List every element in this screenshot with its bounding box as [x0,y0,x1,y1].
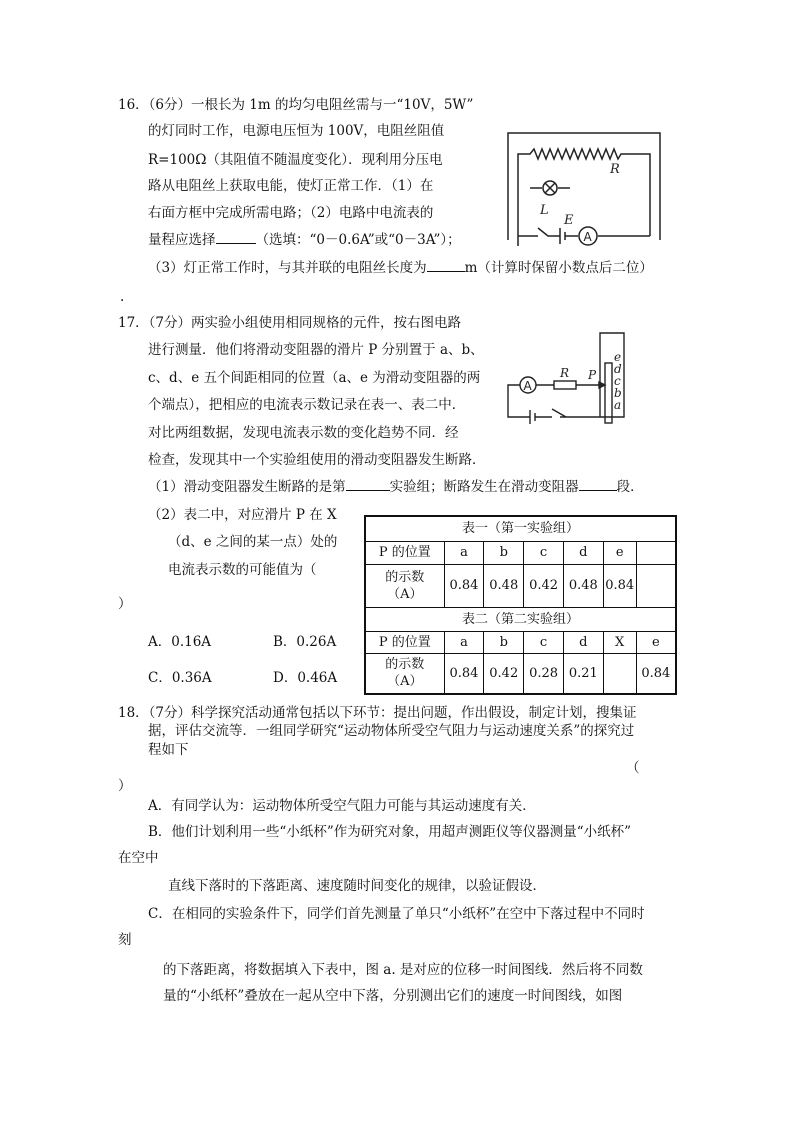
q17-line-6: 检查，发现其中一个实验组使用的滑动变阻器发生断路． [148,452,486,468]
label-d: d [614,362,622,376]
q17-line-8: （2）表二中，对应滑片 P 在 X [148,507,337,523]
q18-paren-open: （ [626,760,640,776]
q17-line-7 [148,478,644,496]
q17-line-2: 进行测量．他们将滑动变阻器的滑片 P 分别置于 a、b、 [148,342,484,358]
table2-pos: c [524,631,564,653]
label-L: L [540,203,549,218]
table2-pos: a [444,631,484,653]
q17-line-10: 电流表示数的可能值为（ [168,562,317,578]
table2-val [603,653,636,694]
ammeter-label: A [523,379,532,393]
answer-blank-group[interactable] [346,478,390,491]
q17-line-1: 17．（7分）两实验小组使用相同规格的元件，按右图电路 [118,315,462,331]
answer-blank-segment[interactable] [579,478,617,491]
label-R: R [560,366,570,380]
table2-val: 0.84 [444,653,484,694]
q16-line-6 [148,231,461,249]
table2-val: 0.84 [636,653,676,694]
table1-pos: e [603,541,636,564]
q16-dot: . [120,289,125,305]
option-c[interactable]: C．0.36A [148,670,212,686]
label-e: e [614,350,622,364]
table1-pos-label: P 的位置 [365,541,444,564]
q17-part1-mid: 实验组；断路发生在滑动变阻器 [389,479,579,495]
q18-line-1: 18．（7分）科学探究活动通常包括以下环节：提出问题，作出假设，制定计划，搜集证 [118,705,637,721]
table1-val: 0.48 [484,564,524,607]
table2-pos: e [636,631,676,653]
table1-val: 0.84 [444,564,484,607]
label-text: 的示数 [385,569,425,585]
q17-line-9: （d、e 之间的某一点）处的 [168,534,338,550]
table2-pos: X [603,631,636,653]
q18-paren-close: ） [118,778,132,794]
q17-line-5: 对比两组数据，发现电流表示数的变化趋势不同．经 [148,425,459,441]
q16-line-6-tail: （选填：“0－0.6A”或“0－3A”）； [255,232,461,248]
circuit-diagram-q17 [500,325,635,440]
label-R: R [610,162,620,177]
table1-val: 0.48 [563,564,603,607]
q18-step-c: C．在相同的实验条件下，同学们首先测量了单只“小纸杯”在空中下落过程中不同时 [148,906,645,922]
table2-position-row [365,631,676,653]
table2-value-row [365,653,676,694]
q17-part1-text: （1）滑动变阻器发生断路的是第 [148,479,346,495]
q16-line-7-tail: m（计算时保留小数点后二位） [464,260,653,276]
answer-blank-range[interactable] [216,231,256,244]
q18-line-2: 据，评估交流等．一组同学研究“运动物体所受空气阻力与运动速度关系”的探究过 [148,723,635,739]
answer-blank-length[interactable] [427,259,465,272]
ammeter-label: A [583,230,592,244]
table2-title: 表二（第二实验组） [365,607,676,631]
q16-line-6-text: 量程应选择 [148,232,216,248]
label-b: b [614,386,622,400]
table1-pos [636,541,676,564]
resistor-R [554,381,576,389]
q18-step-b-cont2: 直线下落时的下落距离、速度随时间变化的规律，以验证假设． [168,878,546,894]
table2-val: 0.21 [563,653,603,694]
table1-val [636,564,676,607]
table1-value-row [365,564,676,607]
q18-step-c-cont3: 量的“小纸杯”叠放在一起从空中下落，分别测出它们的速度一时间图线，如图 [163,988,623,1004]
label-unit: （A） [387,674,423,690]
q17-line-11: ） [118,596,132,612]
table1-val-label [365,564,444,607]
option-b[interactable]: B．0.26A [273,634,337,650]
table1-pos: b [484,541,524,564]
table2-pos-label: P 的位置 [365,631,444,653]
table2-val: 0.42 [484,653,524,694]
table2-pos: d [563,631,603,653]
q16-line-5: 右面方框中完成所需电路；（2）电路中电流表的 [148,205,434,221]
circuit-diagram-q16 [500,128,670,246]
q16-line-2: 的灯同时工作，电源电压恒为 100V，电阻丝阻值 [148,123,445,139]
label-P: P [588,368,597,382]
q18-line-3: 程如下 [148,742,189,758]
q16-line-7 [148,259,653,277]
option-a[interactable]: A．0.16A [148,634,212,650]
q16-line-1: 16．（6分）一根长为 1m 的均匀电阻丝需与一“10V，5W” [118,97,474,113]
table1-val: 0.84 [603,564,636,607]
q18-step-b: B．他们计划利用一些“小纸杯”作为研究对象，用超声测距仪等仪器测量“小纸杯” [148,824,632,840]
q17-line-3: c、d、e 五个间距相同的位置（a、e 为滑动变阻器的两 [148,370,481,386]
label-E: E [564,213,574,228]
table2-pos: b [484,631,524,653]
rheostat [605,363,612,423]
q18-step-c-cont1: 刻 [118,932,132,948]
q18-step-a: A．有同学认为：运动物体所受空气阻力可能与其运动速度有关． [148,798,536,814]
option-d[interactable]: D．0.46A [273,670,338,686]
q16-line-7-text: （3）灯正常工作时，与其并联的电阻丝长度为 [148,260,427,276]
table1-pos: a [444,541,484,564]
label-c: c [614,374,621,388]
q16-line-4: 路从电阻丝上获取电能，使灯正常工作．（1）在 [148,178,434,194]
table1-title: 表一（第一实验组） [365,516,676,541]
table1-val: 0.42 [524,564,564,607]
table2-val: 0.28 [524,653,564,694]
diagram-frame [508,133,660,240]
q18-step-c-cont2: 的下落距离，将数据填入下表中，图 a. 是对应的位移一时间图线．然后将不同数 [163,962,643,978]
table1-position-row [365,541,676,564]
q17-part1-tail: 段． [616,479,644,495]
table1-pos: d [563,541,603,564]
q16-line-3: R=100Ω（其阻值不随温度变化）．现利用分压电 [148,152,443,168]
label-a: a [614,398,622,412]
table2-val-label [365,653,444,694]
table1-pos: c [524,541,564,564]
label-text: 的示数 [385,657,425,673]
q18-step-b-cont1: 在空中 [118,850,159,866]
data-tables [364,515,677,695]
q17-line-4: 个端点），把相应的电流表示数记录在表一、表二中． [148,397,466,413]
label-unit: （A） [387,586,423,602]
